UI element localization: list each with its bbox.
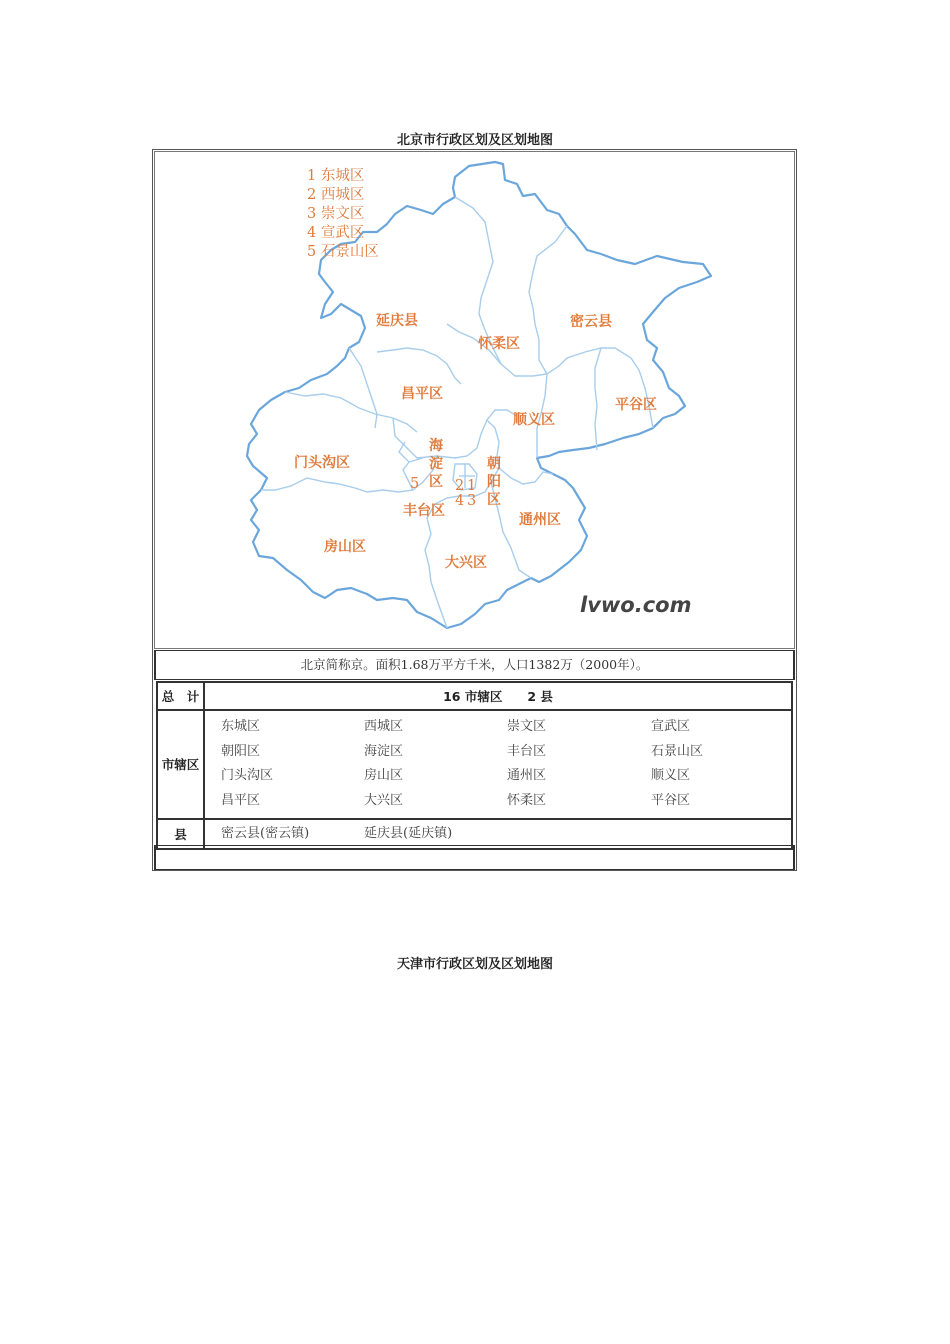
list-item: 海淀区 [364,743,404,759]
list-item: 东城区 [221,719,261,734]
list-item: 大兴区 [364,793,404,809]
map-svg [155,152,795,648]
label-chaoyang-3: 区 [487,492,501,508]
label-haidian-3: 区 [429,474,443,490]
label-haidian-1: 海 [429,438,443,454]
label-fengtai: 丰台区 [403,503,445,519]
label-changping: 昌平区 [401,386,443,402]
label-num-1: 1 [467,478,477,494]
page-title-tianjin: 天津市行政区划及区划地图 [396,957,553,972]
list-item: 顺义区 [651,768,691,784]
districts-row [157,710,792,819]
label-huairou: 怀柔区 [478,336,520,352]
label-daxing: 大兴区 [445,555,487,571]
label-haidian-2: 淀 [429,456,443,472]
list-item: 朝阳区 [221,743,261,759]
map-caption: 北京简称京。面积1.68万平方千米，人口1382万（2000年）。 [154,650,795,680]
district-table [156,681,793,850]
label-yanqing: 延庆县 [376,313,418,329]
beijing-district-map [154,151,795,649]
total-row [157,682,792,710]
total-label: 总 计 [157,682,204,710]
label-chaoyang-2: 阳 [487,474,501,490]
label-num-2: 2 [455,478,465,494]
county-label: 县 [157,819,204,849]
label-num-5: 5 [410,476,420,492]
list-item: 通州区 [507,768,547,784]
list-item: 怀柔区 [507,793,547,809]
label-mentougou: 门头沟区 [294,455,350,471]
list-item: 门头沟区 [221,768,274,784]
label-num-3: 3 [467,493,477,509]
map-legend-2: 2 西城区 [307,187,365,203]
watermark-lvwo: lvwo.com [580,593,692,617]
label-pinggu: 平谷区 [615,397,657,413]
label-shunyi: 顺义区 [513,412,555,428]
list-item: 密云县(密云镇) [221,825,310,841]
list-item: 宣武区 [651,719,691,734]
label-num-4: 4 [455,493,465,509]
label-fangshan: 房山区 [324,539,366,555]
list-item: 西城区 [364,719,404,734]
map-legend-4: 4 宣武区 [307,225,365,241]
district-list [205,711,791,818]
list-item: 延庆县(延庆镇) [364,825,453,841]
map-legend-5: 5 石景山区 [307,244,379,260]
beijing-map-frame [152,149,797,871]
label-miyun: 密云县 [570,314,612,330]
list-item: 房山区 [364,768,404,784]
districts-label: 市辖区 [157,710,204,819]
list-item: 平谷区 [651,793,691,809]
county-list [221,820,791,848]
list-item: 丰台区 [507,743,547,759]
label-tongzhou: 通州区 [519,512,561,528]
list-item: 崇文区 [507,719,547,734]
empty-footer-row [154,845,795,870]
list-item: 石景山区 [651,743,704,759]
label-chaoyang-1: 朝 [487,456,501,472]
total-value: 16 市辖区 2 县 [204,682,792,710]
page-title-beijing: 北京市行政区划及区划地图 [396,133,553,148]
list-item: 昌平区 [221,793,261,809]
map-legend-3: 3 崇文区 [307,206,365,222]
map-legend-1: 1 东城区 [307,168,365,184]
